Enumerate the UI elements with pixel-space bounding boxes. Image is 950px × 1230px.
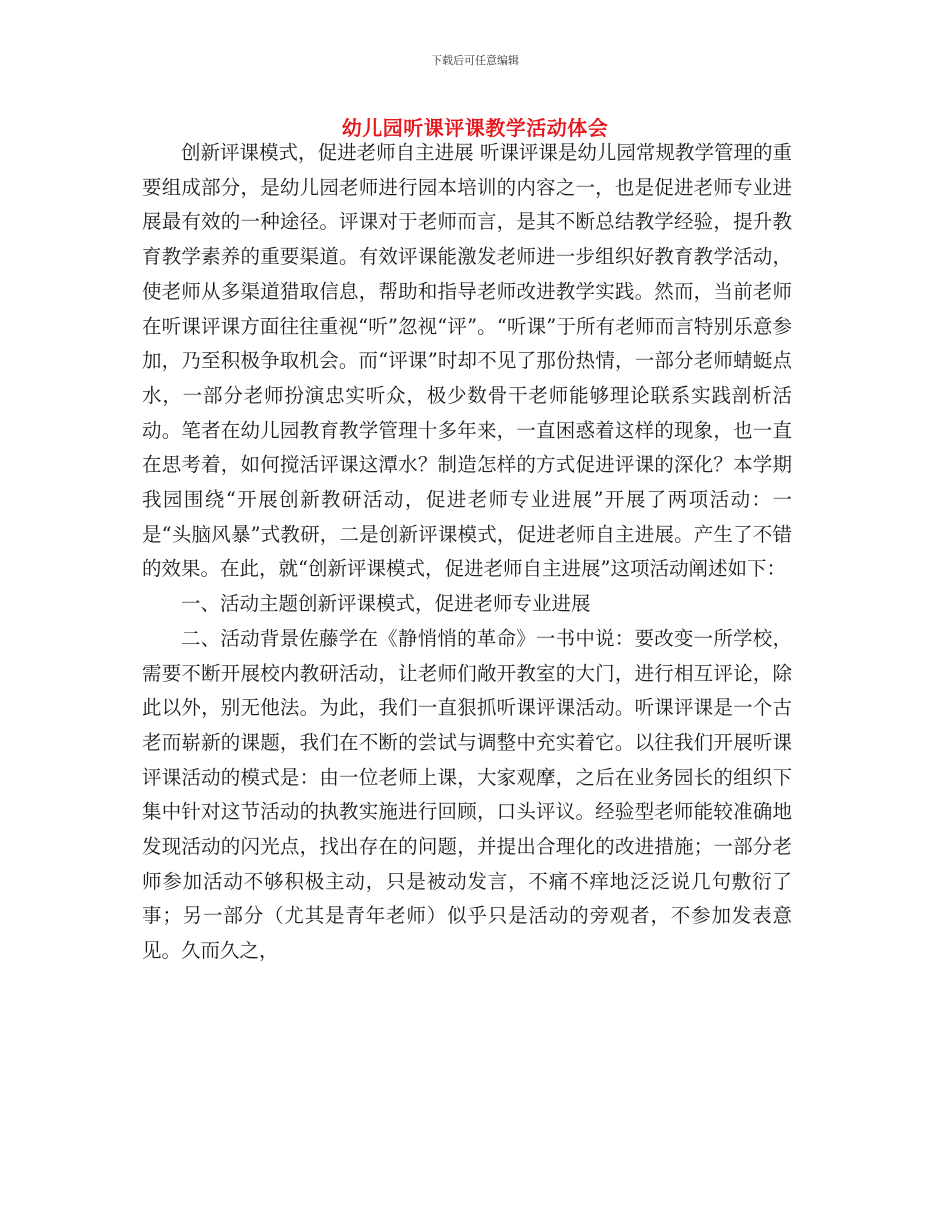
paragraph-section-2: 二、活动背景佐藤学在《静悄悄的革命》一书中说：要改变一所学校，需要不断开展校内教研活动，让老师们敞开教室的大门，进行相互评论，除此以外，别无他法。为此，我们一直狠抓听课评课活动。听课评课是一个古老而崭新的课题，我们在不断的尝试与调整中充实着它。以往我们开展听课评课活动的模式是：由一位老师上课，大家观摩，之后在业务园长的组织下集中针对这节活动的执教实施进行回顾，口头评议。经验型老师能较准确地发现活动的闪光点，找出存在的问题，并提出合理化的改进措施；一部分老师参加活动不够积极主动，只是被动发言，不痛不痒地泛泛说几句敷衍了事；另一部分（尤其是青年老师）似乎只是活动的旁观者，不参加发表意见。久而久之， [142, 626, 792, 963]
paragraph-intro: 创新评课模式，促进老师自主进展 听课评课是幼儿园常规教学管理的重要组成部分，是幼儿园老师进行园本培训的内容之一，也是促进老师专业进展最有效的一种途径。评课对于老师而言，是其不断总结教学经验，提升教育教学素养的重要渠道。有效评课能激发老师进一步组织好教育教学活动，使老师从多渠道猎取信息，帮助和指导老师改进教学实践。然而，当前老师在听课评课方面往往重视“听”忽视“评”。“听课”于所有老师而言特别乐意参加，乃至积极争取机会。而“评课”时却不见了那份热情，一部分老师蜻蜓点水，一部分老师扮演忠实听众，极少数骨干老师能够理论联系实践剖析活动。笔者在幼儿园教育教学管理十多年来，一直困惑着这样的现象，也一直在思考着，如何搅活评课这潭水？制造怎样的方式促进评课的深化？本学期我园围绕“开展创新教研活动，促进老师专业进展”开展了两项活动：一是“头脑风暴”式教研，二是创新评课模式，促进老师自主进展。产生了不错的效果。在此，就“创新评课模式，促进老师自主进展”这项活动阐述如下： [142, 141, 792, 581]
paragraph-section-1: 一、活动主题创新评课模式，促进老师专业进展 [181, 592, 591, 616]
document-title: 幼儿园听课评课教学活动体会 [341, 116, 609, 140]
page-header-note: 下载后可任意编辑 [431, 54, 519, 67]
document-body [142, 136, 792, 969]
